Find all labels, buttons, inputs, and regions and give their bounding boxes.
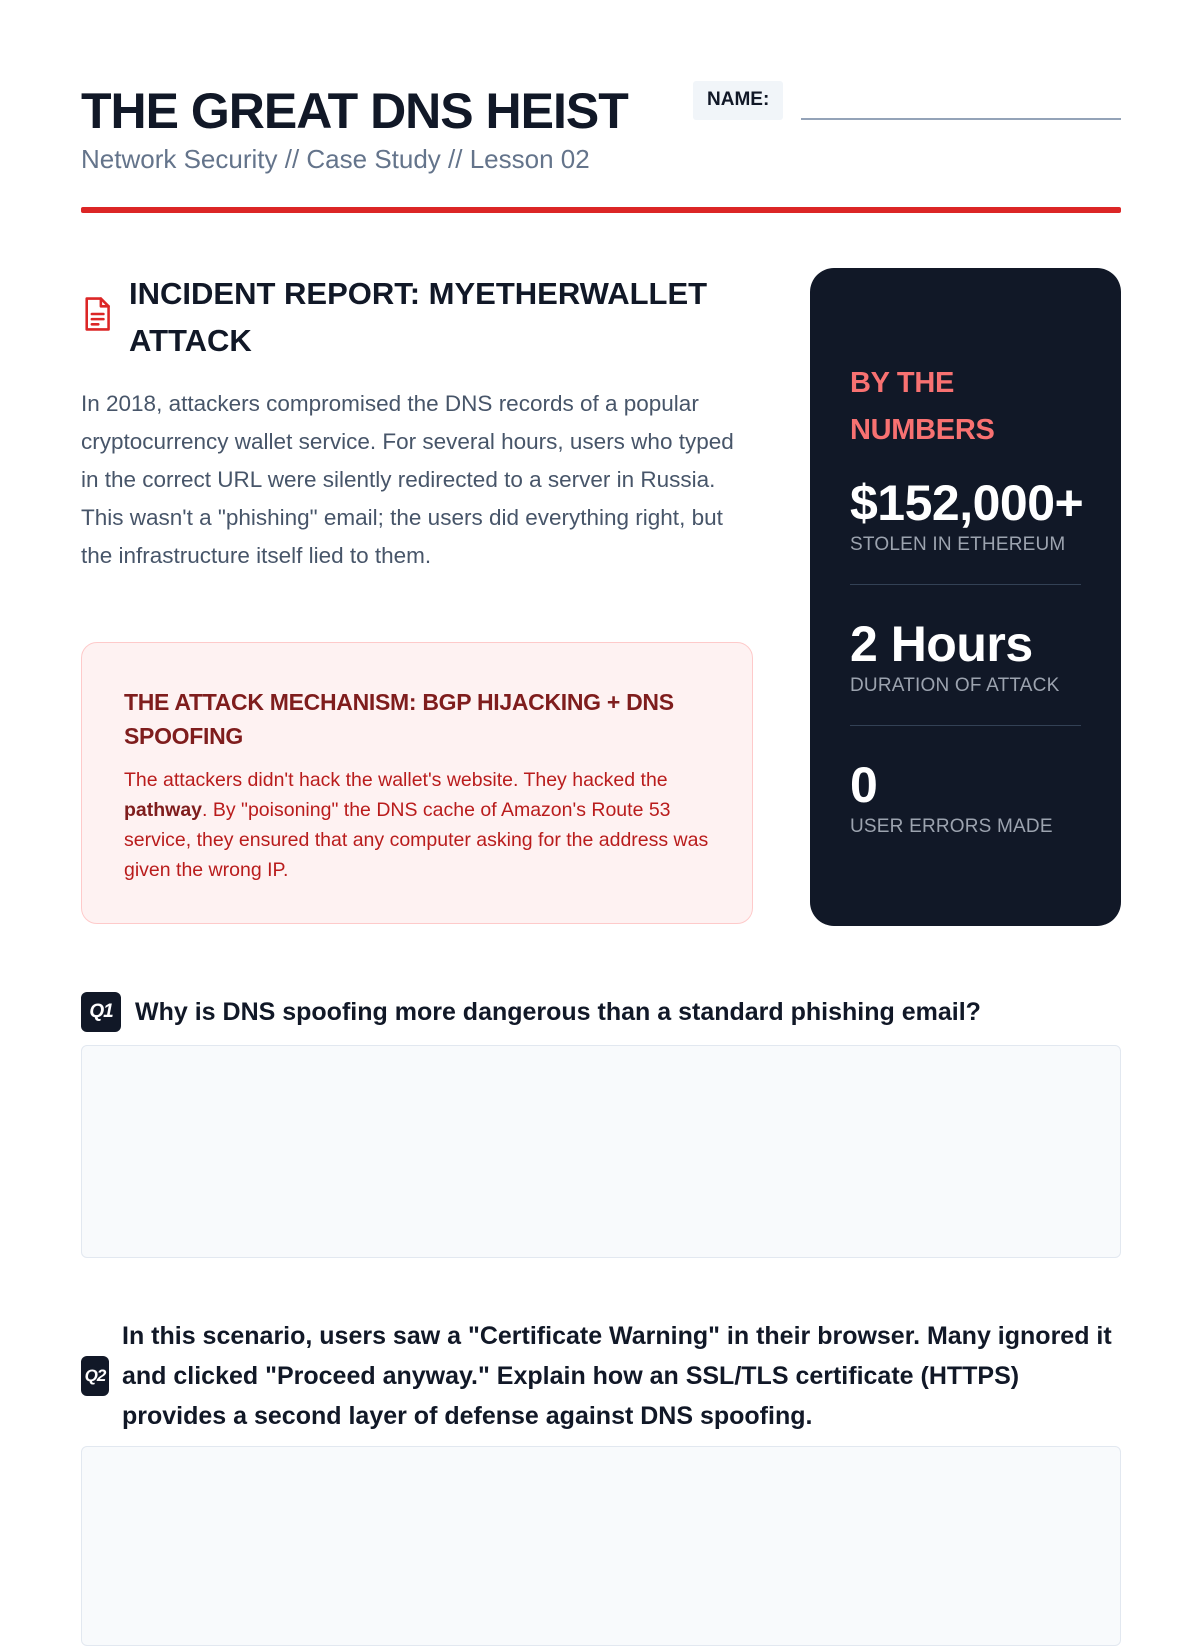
stat-divider [850, 584, 1081, 585]
question-badge: Q2 [81, 1356, 109, 1396]
question-text: Why is DNS spoofing more dangerous than a standard phishing email? [135, 998, 981, 1026]
stat-value: $152,000+ [850, 475, 1084, 531]
stat-label: STOLEN IN ETHEREUM [850, 534, 1066, 555]
question-text: In this scenario, users saw a "Certificate Warning" in their browser. Many ignored it and clicked "Proceed anyway." Explain how an SSL/TLS certificate (HTTPS) provides a second layer of defense against DNS spoofing. [122, 1322, 1112, 1430]
header [81, 78, 1121, 178]
incident-report-title: INCIDENT REPORT: MYETHERWALLET ATTACK [129, 276, 708, 358]
document-icon [81, 296, 113, 332]
answer-box-2[interactable] [81, 1446, 1121, 1646]
header-divider [81, 207, 1121, 213]
name-label: NAME: [693, 81, 783, 120]
stat-duration [850, 616, 1081, 697]
answer-box-1[interactable] [81, 1045, 1121, 1258]
incident-report-body: In 2018, attackers compromised the DNS records of a popular cryptocurrency wallet service. For several hours, users who typed in the correct URL were silently redirected to a server in Russia. This wasn't a "phishing" email; the users did everything right, but the infrastructure itself lied to them. [81, 391, 734, 568]
page-title: THE GREAT DNS HEIST [81, 83, 628, 139]
attack-mechanism-title: THE ATTACK MECHANISM: BGP HIJACKING + DNS SPOOFING [124, 689, 674, 749]
attack-mechanism-callout [81, 642, 753, 924]
stat-divider [850, 725, 1081, 726]
name-input-line[interactable] [801, 118, 1121, 120]
stat-stolen [850, 475, 1084, 556]
stats-title: BY THE NUMBERS [850, 367, 995, 446]
stats-card [810, 268, 1121, 926]
stat-label: DURATION OF ATTACK [850, 675, 1060, 696]
stat-value: 2 Hours [850, 616, 1033, 672]
page-subtitle: Network Security // Case Study // Lesson 02 [81, 144, 590, 174]
stat-user-errors [850, 757, 1081, 838]
emphasis-pathway: pathway [124, 799, 203, 821]
stat-value: 0 [850, 757, 878, 813]
attack-mechanism-text: The attackers didn't hack the wallet's website. They hacked the pathway. By "poisoning" the DNS cache of Amazon's Route 53 service, they ensured that any computer asking for the address was given the wrong IP. [124, 769, 709, 881]
question-badge: Q1 [81, 992, 121, 1032]
incident-report-heading [81, 270, 761, 364]
stat-label: USER ERRORS MADE [850, 816, 1053, 837]
